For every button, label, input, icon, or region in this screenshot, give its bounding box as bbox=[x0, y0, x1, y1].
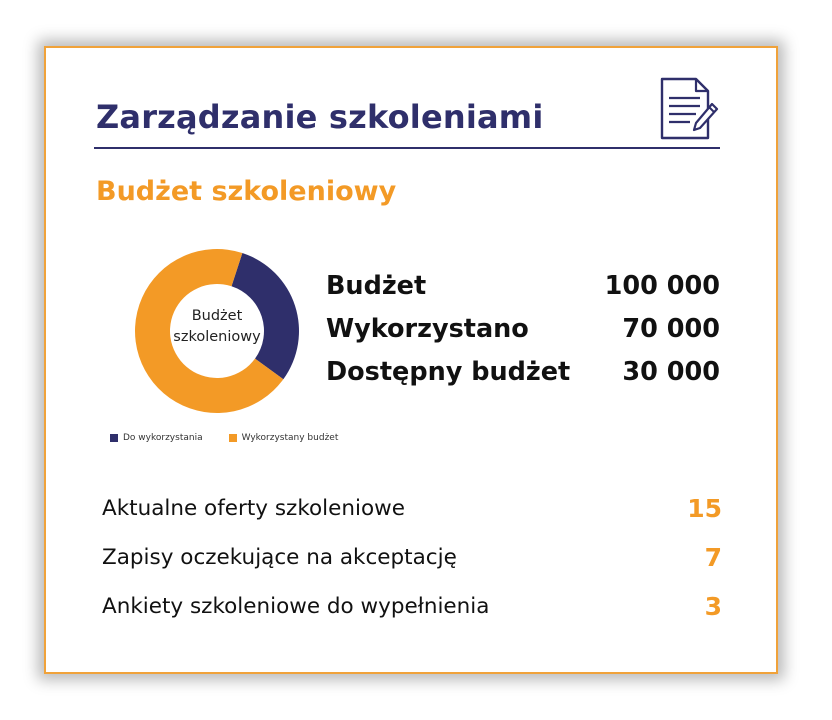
budget-label: Dostępny budżet bbox=[326, 356, 571, 387]
budget-value: 70 000 bbox=[622, 313, 720, 344]
title-divider bbox=[94, 147, 720, 149]
stat-row[interactable] bbox=[102, 484, 722, 533]
legend-item bbox=[229, 433, 339, 443]
stat-row[interactable] bbox=[102, 582, 722, 631]
legend-label: Do wykorzystania bbox=[123, 433, 203, 443]
budget-row bbox=[326, 264, 720, 307]
budget-row bbox=[326, 307, 720, 350]
stat-count: 15 bbox=[687, 494, 722, 523]
donut-center-label-line: Budżet bbox=[191, 308, 243, 324]
chart-legend bbox=[110, 433, 338, 443]
budget-label: Wykorzystano bbox=[326, 313, 529, 344]
page-title: Zarządzanie szkoleniami bbox=[96, 98, 544, 136]
stat-count: 7 bbox=[704, 543, 722, 572]
legend-swatch-navy bbox=[110, 434, 118, 442]
stat-label: Zapisy oczekujące na akceptację bbox=[102, 545, 457, 570]
stat-label: Aktualne oferty szkoleniowe bbox=[102, 496, 405, 521]
section-title: Budżet szkoleniowy bbox=[96, 176, 397, 207]
budget-label: Budżet bbox=[326, 270, 427, 301]
donut-center-label bbox=[164, 306, 270, 348]
budget-value: 100 000 bbox=[604, 270, 720, 301]
legend-item bbox=[110, 433, 203, 443]
budget-value: 30 000 bbox=[622, 356, 720, 387]
stat-row[interactable] bbox=[102, 533, 722, 582]
stat-label: Ankiety szkoleniowe do wypełnienia bbox=[102, 594, 490, 619]
donut-center-label-line: szkoleniowy bbox=[173, 329, 261, 345]
training-stats bbox=[102, 484, 722, 631]
legend-label: Wykorzystany budżet bbox=[241, 433, 339, 443]
budget-row bbox=[326, 350, 720, 393]
legend-swatch-orange bbox=[229, 434, 237, 442]
training-management-card bbox=[44, 46, 778, 674]
document-pen-icon bbox=[656, 76, 720, 142]
stat-count: 3 bbox=[704, 592, 722, 621]
budget-summary bbox=[326, 264, 720, 393]
